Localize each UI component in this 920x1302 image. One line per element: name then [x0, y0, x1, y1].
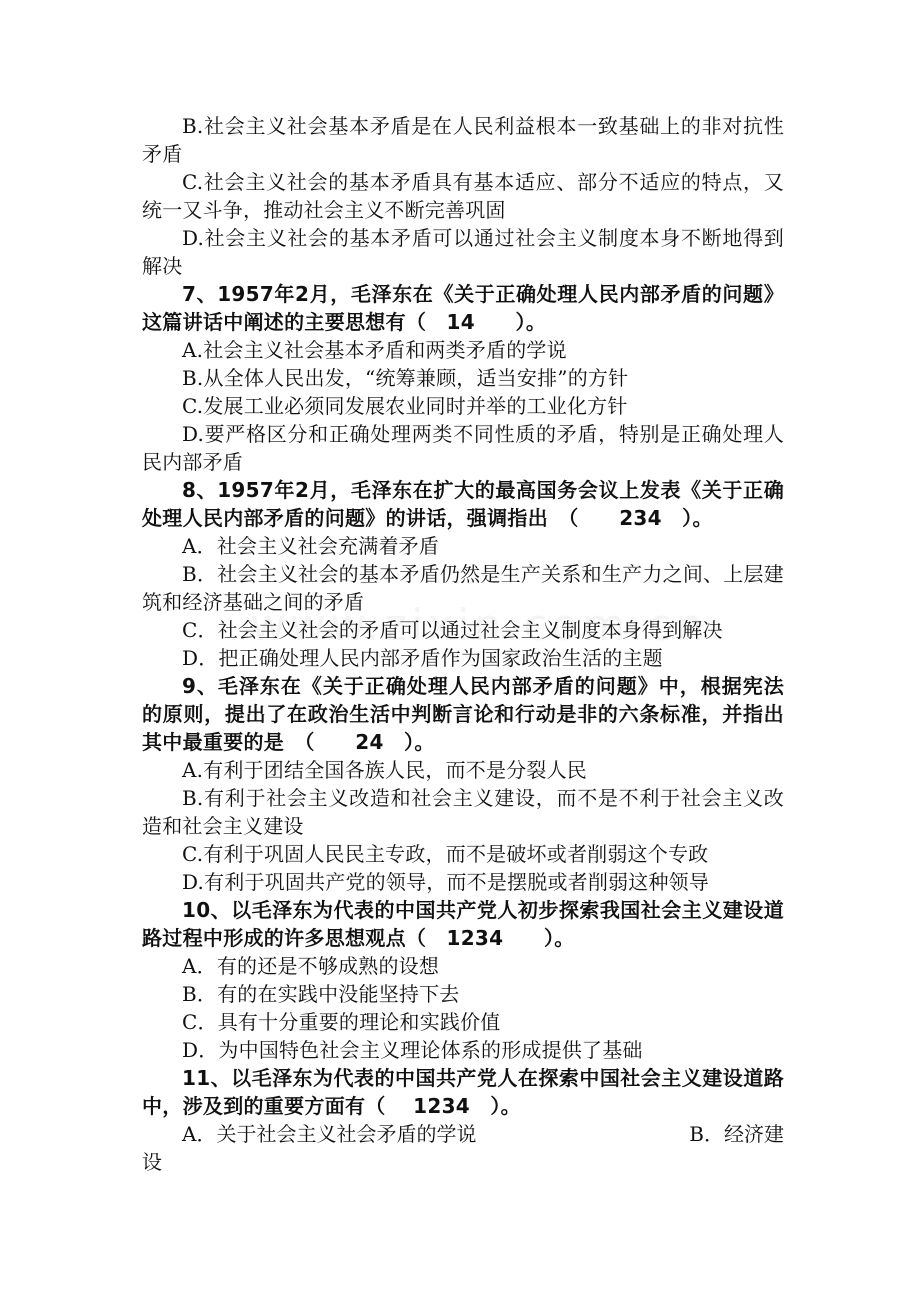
q8-option-c: C．社会主义社会的矛盾可以通过社会主义制度本身得到解决	[182, 618, 723, 642]
q10-option-b: B．有的在实践中没能坚持下去	[182, 982, 460, 1006]
question-10-stem: 10、以毛泽东为代表的中国共产党人初步探索我国社会主义建设道路过程中形成的许多思想观点（ 1234 ）。	[142, 898, 784, 950]
q10-option-a: A．有的还是不够成熟的设想	[182, 954, 440, 978]
q7-option-b: B.从全体人民出发，“统筹兼顾，适当安排”的方针	[182, 366, 629, 390]
q11-option-a: A．关于社会主义社会矛盾的学说	[182, 1122, 477, 1146]
question-8-stem: 8、1957年2月，毛泽东在扩大的最高国务会议上发表《关于正确处理人民内部矛盾的问题》的讲话，强调指出 （ 234 ）。	[142, 478, 784, 530]
q6-option-b: B.社会主义社会基本矛盾是在人民利益根本一致基础上的非对抗性矛盾	[142, 114, 784, 166]
q7-option-d: D.要严格区分和正确处理两类不同性质的矛盾，特别是正确处理人民内部矛盾	[142, 422, 784, 474]
q7-option-c: C.发展工业必须同发展农业同时并举的工业化方针	[182, 394, 628, 418]
question-7-stem: 7、1957年2月，毛泽东在《关于正确处理人民内部矛盾的问题》这篇讲话中阐述的主要思想有（ 14 ）。	[142, 282, 784, 334]
q11-option-b-tail: 设	[142, 1150, 162, 1174]
q9-option-c: C.有利于巩固人民民主专政，而不是破坏或者削弱这个专政	[182, 842, 709, 866]
q8-option-b: B．社会主义社会的基本矛盾仍然是生产关系和生产力之间、上层建筑和经济基础之间的矛盾	[142, 562, 784, 614]
q10-option-d: D．为中国特色社会主义理论体系的形成提供了基础	[182, 1038, 643, 1062]
q8-option-a: A．社会主义社会充满着矛盾	[182, 534, 440, 558]
q9-option-d: D.有利于巩固共产党的领导，而不是摆脱或者削弱这种领导	[182, 870, 710, 894]
q7-option-a: A.社会主义社会基本矛盾和两类矛盾的学说	[182, 338, 567, 362]
q10-option-c: C．具有十分重要的理论和实践价值	[182, 1010, 501, 1034]
q11-options-row	[142, 1120, 784, 1148]
q6-option-c: C.社会主义社会的基本矛盾具有基本适应、部分不适应的特点，又统一又斗争，推动社会主义不断完善巩固	[142, 170, 784, 222]
question-11-stem: 11、以毛泽东为代表的中国共产党人在探索中国社会主义建设道路中，涉及到的重要方面有（ 1234 ）。	[142, 1066, 784, 1118]
q9-option-b: B.有利于社会主义改造和社会主义建设，而不是不利于社会主义改造和社会主义建设	[142, 786, 784, 838]
question-9-stem: 9、毛泽东在《关于正确处理人民内部矛盾的问题》中，根据宪法的原则，提出了在政治生活中判断言论和行动是非的六条标准，并指出其中最重要的是 （ 24 ）。	[142, 674, 784, 754]
document-page	[142, 112, 784, 1176]
q11-option-b-head: B．经济建	[689, 1122, 784, 1146]
q6-option-d: D.社会主义社会的基本矛盾可以通过社会主义制度本身不断地得到解决	[142, 226, 784, 278]
q9-option-a: A.有利于团结全国各族人民，而不是分裂人民	[182, 758, 588, 782]
q8-option-d: D．把正确处理人民内部矛盾作为国家政治生活的主题	[182, 646, 663, 670]
